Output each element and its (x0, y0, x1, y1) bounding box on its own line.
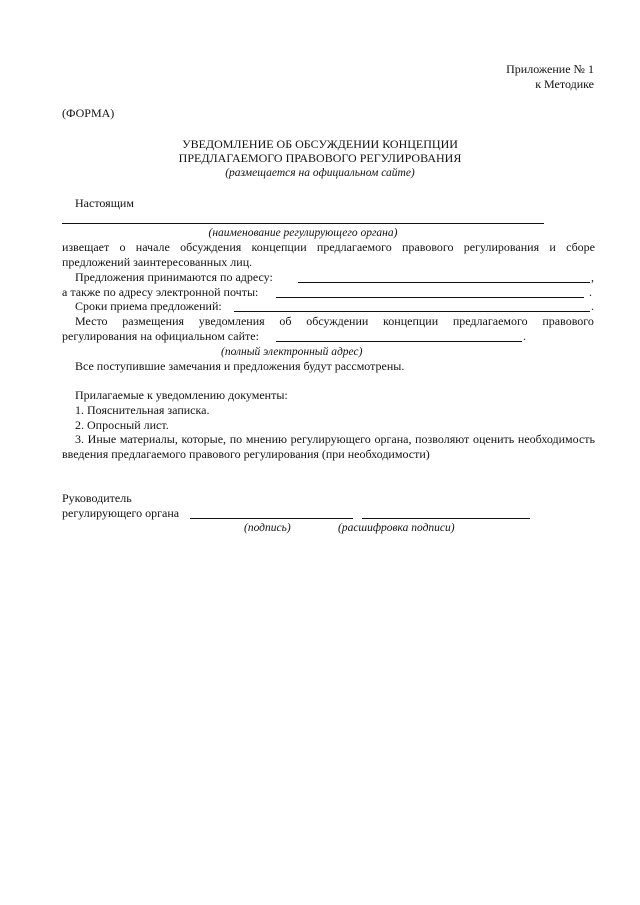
place-word: об (279, 314, 292, 328)
title-line-1: УВЕДОМЛЕНИЕ ОБ ОБСУЖДЕНИИ КОНЦЕПЦИИ (182, 137, 458, 151)
signature-line (190, 518, 353, 519)
place-word: правового (542, 314, 594, 328)
site-address-caption: (полный электронный адрес) (221, 346, 363, 358)
deadline-label: Сроки приема предложений: (75, 299, 222, 313)
signature-decode-line (362, 518, 530, 519)
place-word: Место (75, 314, 108, 328)
email-line (276, 297, 584, 298)
attachment-item-3: 3. Иные материалы, которые, по мнению регулирующего органа, позволяют оценить необходимость введения предлагаемого правового регулирования (при необходимости) (62, 432, 595, 461)
deadline-line (234, 311, 590, 312)
place-word: предлагаемого (452, 314, 528, 328)
place-word: размещения (122, 314, 185, 328)
signature-caption: (подпись) (244, 522, 291, 534)
title-line-2: ПРЕДЛАГАЕМОГО ПРАВОВОГО РЕГУЛИРОВАНИЯ (178, 151, 462, 165)
place-line-1 (75, 314, 594, 328)
announce-text: извещает о начале обсуждения концепции предлагаемого правового регулирования и сборе предложений заинтересованных лиц. (62, 240, 595, 269)
place-word: обсуждении (306, 314, 369, 328)
email-end: . (589, 285, 592, 299)
place-end: . (523, 329, 526, 343)
attachment-item-1: 1. Пояснительная записка. (75, 403, 210, 417)
place-word: концепции (383, 314, 439, 328)
form-label: (ФОРМА) (62, 106, 115, 120)
appendix-line-1: Приложение № 1 (506, 62, 594, 76)
place-line-2: регулирования на официальном сайте: (62, 329, 259, 343)
remarks-text: Все поступившие замечания и предложения будут рассмотрены. (75, 359, 405, 373)
regulator-name-line (62, 223, 544, 224)
email-label: а также по адресу электронной почты: (62, 285, 259, 299)
deadline-end: . (591, 299, 594, 313)
head-label-line-1: Руководитель (62, 491, 132, 505)
attachment-item-2: 2. Опросный лист. (75, 418, 169, 432)
address-end: , (591, 270, 594, 284)
site-address-line (276, 341, 522, 342)
appendix-line-2: к Методике (535, 77, 594, 91)
attachments-heading: Прилагаемые к уведомлению документы: (75, 388, 288, 402)
signature-decode-caption: (расшифровка подписи) (338, 522, 455, 534)
regulator-name-caption: (наименование регулирующего органа) (208, 227, 398, 239)
head-label-line-2: регулирующего органа (62, 506, 180, 520)
title-note: (размещается на официальном сайте) (225, 167, 415, 179)
address-line (298, 282, 590, 283)
place-word: уведомления (198, 314, 265, 328)
address-label: Предложения принимаются по адресу: (75, 270, 273, 284)
hereby-label: Настоящим (75, 196, 134, 210)
